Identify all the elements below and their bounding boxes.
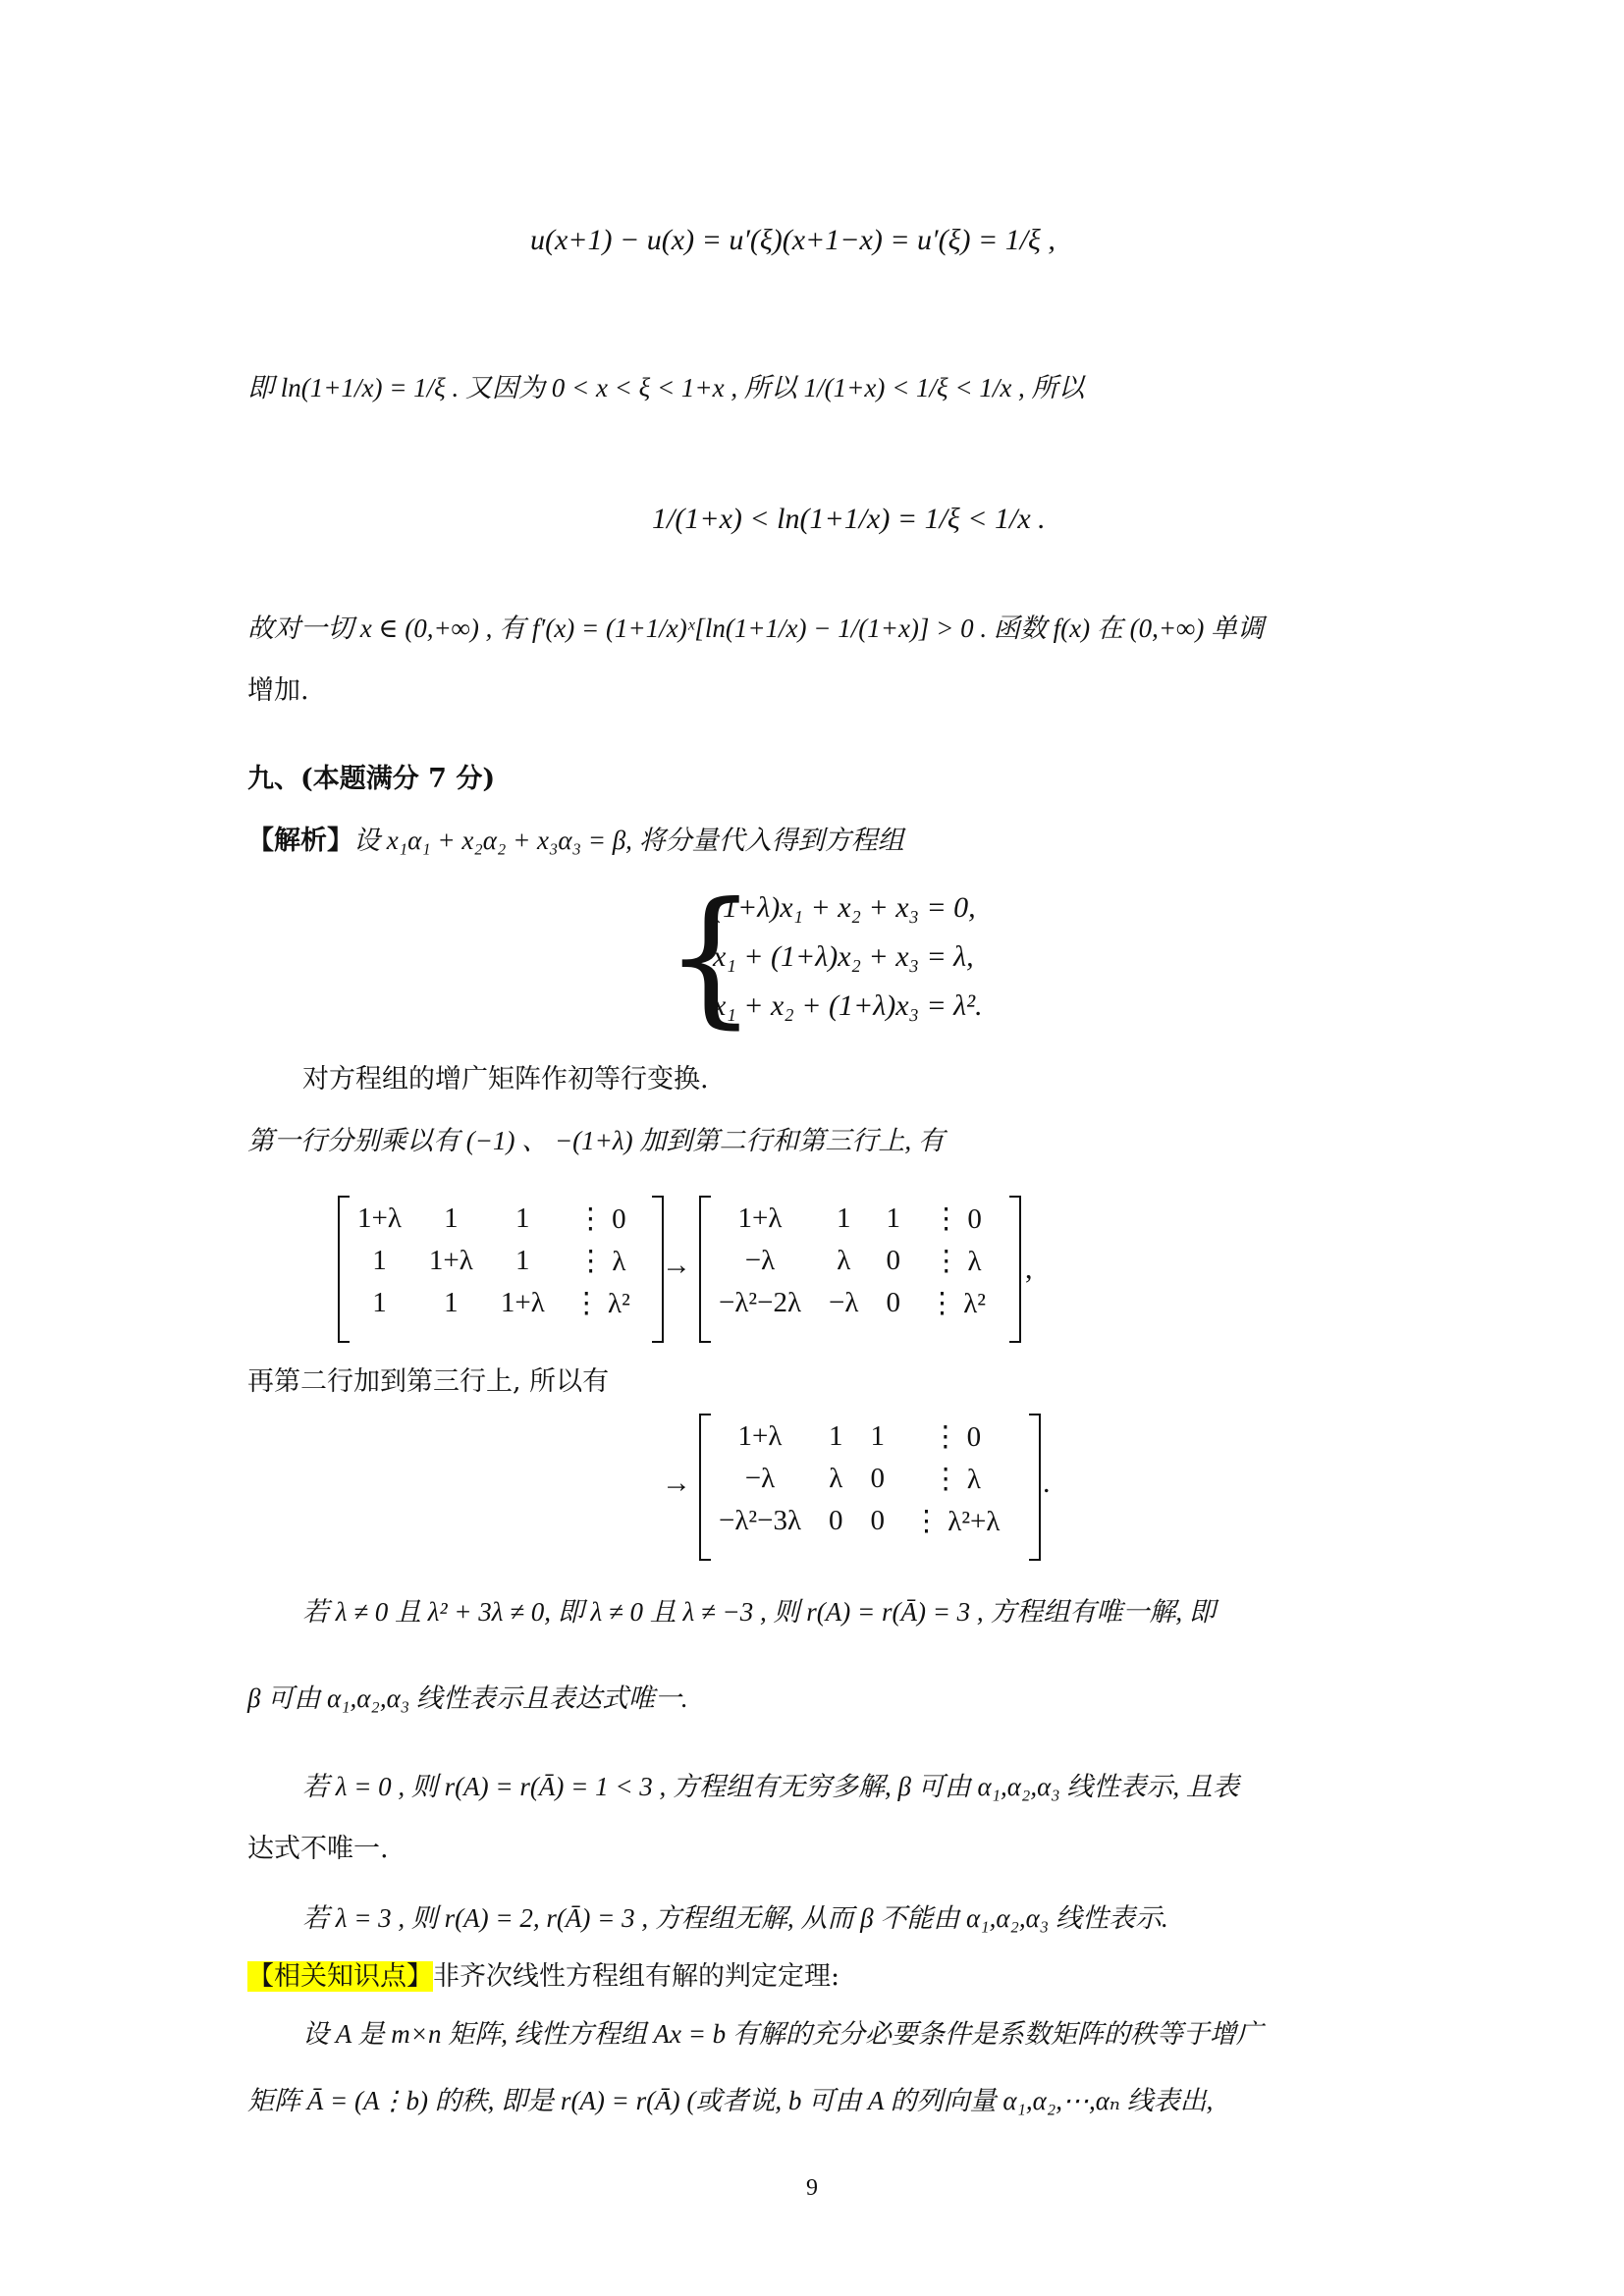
matC-cell: 0 bbox=[829, 1505, 843, 1536]
matC-cell: 0 bbox=[870, 1505, 886, 1536]
matA-cell: 1+λ bbox=[428, 1245, 473, 1276]
matC-cell: 1 bbox=[870, 1420, 886, 1452]
matB-cell: −λ bbox=[744, 1245, 776, 1276]
text-line-4: 对方程组的增广矩阵作初等行变换. bbox=[302, 1064, 709, 1095]
case-1-line-1: 若 λ ≠ 0 且 λ² + 3λ ≠ 0, 即 λ ≠ 0 且 λ ≠ −3 , 则 r(A) = r(Ā) = 3 , 方程组有唯一解, 即 bbox=[302, 1597, 1216, 1627]
analysis-text: 设 x₁α₁ + x₂α₂ + x₃α₃ = β, 将分量代入得到方程组 bbox=[353, 826, 904, 855]
page-number: 9 bbox=[806, 2175, 818, 2201]
matC-cell: −λ²−3λ bbox=[719, 1505, 802, 1536]
knowledge-point-tag: 【相关知识点】 bbox=[247, 1961, 433, 1992]
matA-cell: 1 bbox=[515, 1202, 530, 1234]
matA-cell: 1+λ bbox=[357, 1202, 402, 1234]
system-eq-3: x₁ + x₂ + (1+λ)x₃ = λ². bbox=[713, 989, 983, 1022]
matC-cell: ⋮ 0 bbox=[931, 1421, 982, 1453]
matB-cell: −λ bbox=[829, 1287, 859, 1318]
text-line-5: 第一行分别乘以有 (−1) 、 −(1+λ) 加到第二行和第三行上, 有 bbox=[247, 1126, 945, 1155]
matC-cell: 0 bbox=[870, 1463, 886, 1494]
matA-cell: ⋮ λ² bbox=[571, 1288, 630, 1319]
knowledge-point-line-2: 矩阵 Ā = (A⋮b) 的秩, 即是 r(A) = r(Ā) (或者说, b 可由 A 的列向量 α₁,α₂,⋯,αₙ 线表出, bbox=[247, 2086, 1214, 2115]
system-eq-1: (1+λ)x₁ + x₂ + x₃ = 0, bbox=[713, 891, 976, 924]
analysis-tag: 【解析】 bbox=[247, 826, 353, 856]
matA-cell: 1 bbox=[444, 1287, 459, 1318]
matC-cell: 1+λ bbox=[737, 1420, 783, 1452]
matC-cell: ⋮ λ bbox=[931, 1464, 981, 1495]
system-eq-2: x₁ + (1+λ)x₂ + x₃ = λ, bbox=[713, 940, 974, 973]
case-2-line-1: 若 λ = 0 , 则 r(A) = r(Ā) = 1 < 3 , 方程组有无穷多解, β 可由 α₁,α₂,α₃ 线性表示, 且表 bbox=[302, 1772, 1239, 1801]
matB-cell: 1+λ bbox=[737, 1202, 783, 1234]
matA-cell: ⋮ 0 bbox=[575, 1203, 626, 1235]
matC-cell: ⋮ λ²+λ bbox=[912, 1506, 1001, 1537]
matB-cell: ⋮ 0 bbox=[932, 1203, 982, 1235]
case-1-line-2: β 可由 α₁,α₂,α₃ 线性表示且表达式唯一. bbox=[247, 1683, 688, 1713]
matB-cell: ⋮ λ bbox=[932, 1246, 982, 1277]
matC-cell: 1 bbox=[829, 1420, 843, 1452]
matA-cell: ⋮ λ bbox=[576, 1246, 626, 1277]
knowledge-point-line bbox=[247, 1957, 1396, 1997]
comma-after-matrix: , bbox=[1025, 1253, 1033, 1285]
arrow-1: → bbox=[662, 1249, 691, 1281]
matB-cell: 0 bbox=[886, 1245, 900, 1276]
matA-cell: 1 bbox=[372, 1245, 387, 1276]
knowledge-point-line-1: 设 A 是 m×n 矩阵, 线性方程组 Ax = b 有解的充分必要条件是系数矩阵的秩等于增广 bbox=[302, 2019, 1263, 2049]
system-brace: { bbox=[664, 872, 758, 1042]
matB-cell: 1 bbox=[836, 1202, 851, 1234]
matB-cell: 0 bbox=[886, 1287, 900, 1318]
case-2-line-2: 达式不唯一. bbox=[247, 1834, 389, 1864]
period-after-matrix: . bbox=[1043, 1467, 1051, 1499]
matC-cell: −λ bbox=[744, 1463, 776, 1494]
case-3-line: 若 λ = 3 , 则 r(A) = 2, r(Ā) = 3 , 方程组无解, 从而 β 不能由 α₁,α₂,α₃ 线性表示. bbox=[302, 1903, 1168, 1933]
analysis-line bbox=[247, 821, 1396, 861]
matB-cell: 1 bbox=[886, 1202, 900, 1234]
matA-cell: 1 bbox=[372, 1287, 387, 1318]
text-line-2: 故对一切 x ∈ (0,+∞) , 有 f′(x) = (1+1/x)ˣ[ln(1+1/x) − 1/(1+x)] > 0 . 函数 f(x) 在 (0,+∞) 单调 bbox=[247, 614, 1265, 643]
section-title: 九、(本题满分 7 分) bbox=[247, 764, 496, 794]
equation-inequality: 1/(1+x) < ln(1+1/x) = 1/ξ < 1/x . bbox=[652, 503, 1046, 535]
equation-mean-value: u(x+1) − u(x) = u′(ξ)(x+1−x) = u′(ξ) = 1/ξ , bbox=[530, 224, 1056, 256]
matA-cell: 1 bbox=[515, 1245, 530, 1276]
text-line-3: 增加. bbox=[247, 675, 309, 706]
matB-cell: λ bbox=[837, 1245, 851, 1276]
matC-cell: λ bbox=[829, 1463, 843, 1494]
text-line-1: 即 ln(1+1/x) = 1/ξ . 又因为 0 < x < ξ < 1+x , 所以 1/(1+x) < 1/ξ < 1/x , 所以 bbox=[247, 373, 1085, 402]
arrow-2: → bbox=[662, 1467, 691, 1499]
matB-cell: −λ²−2λ bbox=[719, 1287, 802, 1318]
knowledge-point-text: 非齐次线性方程组有解的判定定理: bbox=[433, 1961, 840, 1992]
matA-cell: 1+λ bbox=[500, 1287, 545, 1318]
matB-cell: ⋮ λ² bbox=[927, 1288, 986, 1319]
text-line-6: 再第二行加到第三行上, 所以有 bbox=[247, 1366, 610, 1397]
matA-cell: 1 bbox=[444, 1202, 459, 1234]
